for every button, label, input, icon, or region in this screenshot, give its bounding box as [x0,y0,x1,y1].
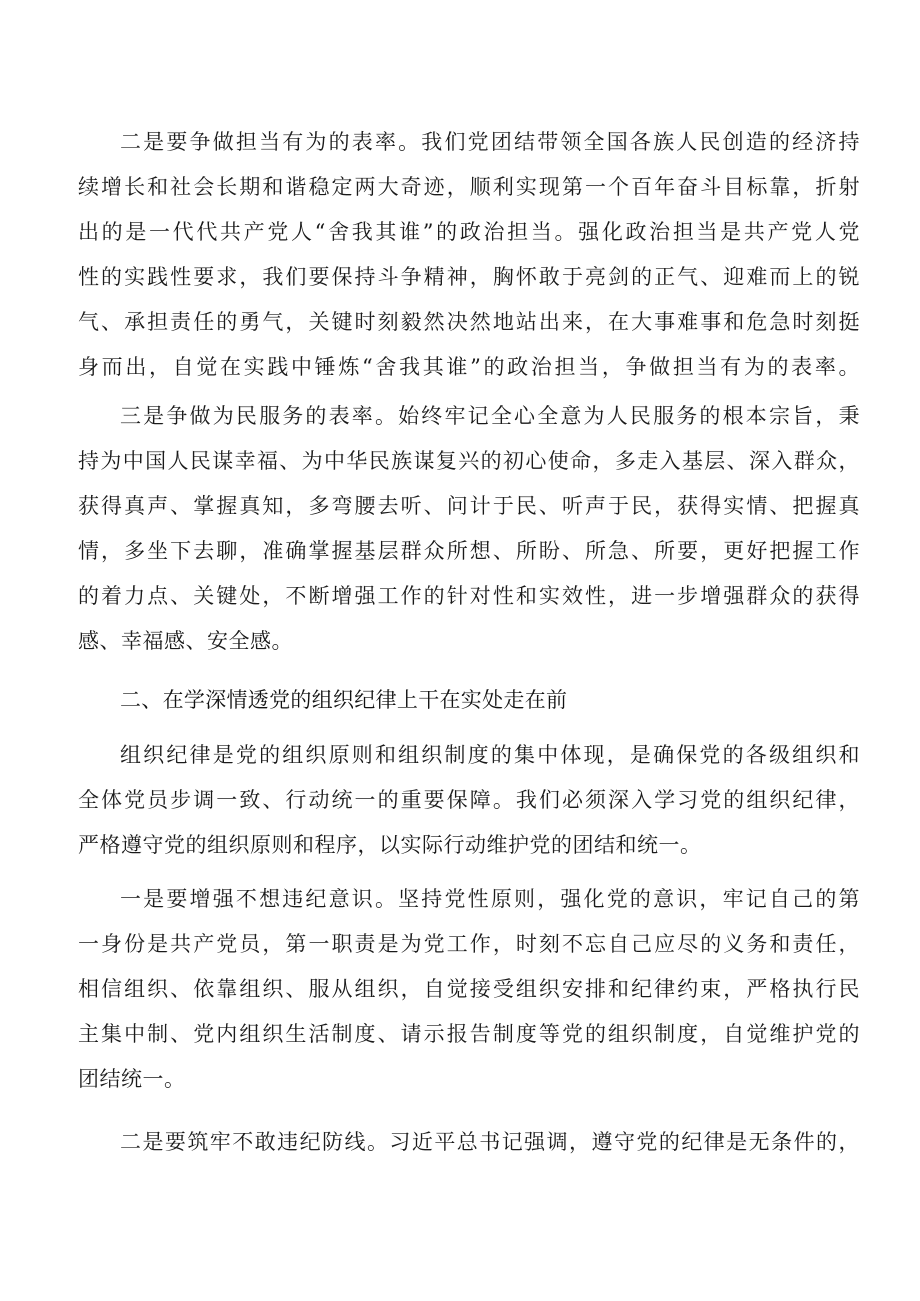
paragraph-line: 相信组织、依靠组织、服从组织，自觉接受组织安排和纪律约束，严格执行民 [78,977,860,1001]
paragraph-line: 气、承担责任的勇气，关键时刻毅然决然地站出来，在大事难事和危急时刻挺 [78,310,860,334]
paragraph-line: 身而出，自觉在实践中锤炼“舍我其谁”的政治担当，争做担当有为的表率。 [78,355,860,379]
section-heading: 二、在学深情透党的组织纪律上干在实处走在前 [120,688,568,712]
paragraph-line: 的着力点、关键处，不断增强工作的针对性和实效性，进一步增强群众的获得 [78,584,860,608]
paragraph-line: 三是争做为民服务的表率。始终牢记全心全意为人民服务的根本宗旨，秉 [120,404,860,428]
paragraph-line: 全体党员步调一致、行动统一的重要保障。我们必须深入学习党的组织纪律， [78,788,860,812]
paragraph-line: 情，多坐下去聊，准确掌握基层群众所想、所盼、所急、所要，更好把握工作 [78,539,860,563]
paragraph-line: 二是要筑牢不敢违纪防线。习近平总书记强调，遵守党的纪律是无条件的， [120,1130,860,1154]
paragraph-line: 性的实践性要求，我们要保持斗争精神，胸怀敢于亮剑的正气、迎难而上的锐 [78,265,860,289]
paragraph-line: 二是要争做担当有为的表率。我们党团结带领全国各族人民创造的经济持 [120,130,860,154]
paragraph-line: 主集中制、党内组织生活制度、请示报告制度等党的组织制度，自觉维护党的 [78,1022,860,1046]
paragraph-line: 一是要增强不想违纪意识。坚持党性原则，强化党的意识，牢记自己的第 [120,887,860,911]
paragraph-line: 持为中国人民谋幸福、为中华民族谋复兴的初心使命，多走入基层、深入群众， [78,449,860,473]
paragraph-line: 组织纪律是党的组织原则和组织制度的集中体现，是确保党的各级组织和 [120,743,860,767]
paragraph-line: 严格遵守党的组织原则和程序，以实际行动维护党的团结和统一。 [78,833,702,857]
paragraph-line: 团结统一。 [78,1067,186,1091]
paragraph-line: 续增长和社会长期和谐稳定两大奇迹，顺利实现第一个百年奋斗目标靠，折射 [78,175,860,199]
paragraph-line: 出的是一代代共产党人“舍我其谁”的政治担当。强化政治担当是共产党人党 [78,220,860,244]
paragraph-line: 一身份是共产党员，第一职责是为党工作，时刻不忘自己应尽的义务和责任， [78,932,860,956]
paragraph-line: 获得真声、掌握真知，多弯腰去听、问计于民、听声于民，获得实情、把握真 [78,494,860,518]
paragraph-line: 感、幸福感、安全感。 [78,629,293,653]
